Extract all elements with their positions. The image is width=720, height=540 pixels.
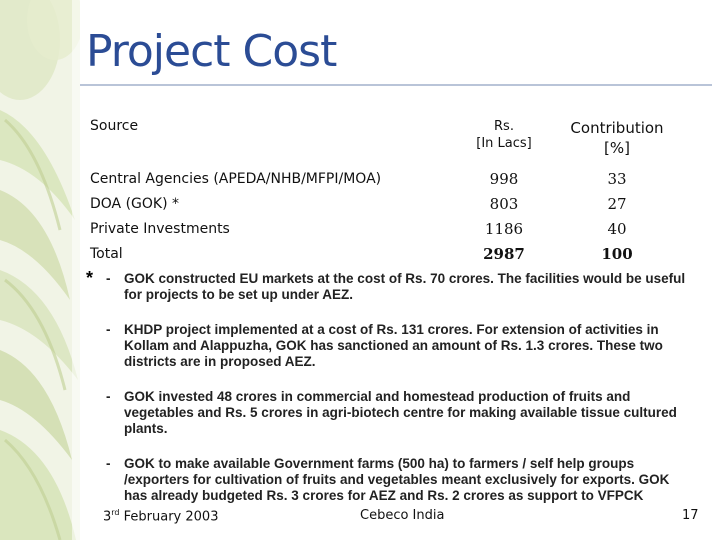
footnote-dash: - — [106, 389, 111, 404]
footer-date-rest: February 2003 — [119, 509, 219, 525]
banana-background-image — [0, 0, 80, 540]
row-pct: 27 — [607, 194, 627, 213]
slide-title: Project Cost — [86, 26, 337, 77]
total-label: Total — [90, 245, 123, 262]
row-rs: 998 — [489, 169, 519, 188]
footnote-item — [106, 271, 690, 303]
footer-date-suffix: rd — [111, 508, 120, 517]
total-pct: 100 — [601, 244, 633, 263]
footnote-item — [106, 389, 690, 437]
footer-organization: Cebeco India — [360, 508, 445, 523]
table-row — [86, 191, 680, 216]
footer-date-day: 3 — [103, 509, 112, 525]
row-rs: 1186 — [484, 219, 524, 238]
footer-date — [103, 508, 218, 524]
table-header-row — [86, 112, 680, 166]
total-rs: 2987 — [483, 244, 525, 263]
row-pct: 40 — [607, 219, 627, 238]
footnote-text: KHDP project implemented at a cost of Rs. 131 crores. For extension of activities in Kollam and Alappuzha, GOK has sanctioned an amount of Rs. 1.3 crores. These two districts are in proposed AEZ. — [124, 322, 663, 369]
row-source: Central Agencies (APEDA/NHB/MFPI/MOA) — [90, 170, 382, 187]
header-pct-line2: [%] — [604, 139, 630, 157]
cost-table — [86, 112, 680, 266]
footnote-dash: - — [106, 456, 111, 471]
row-rs: 803 — [489, 194, 519, 213]
header-pct-line1: Contribution — [570, 119, 664, 137]
table-row — [86, 166, 680, 191]
footnote-item — [106, 322, 690, 370]
footnote-list — [106, 271, 690, 523]
footnote-dash: - — [106, 322, 111, 337]
footnote-dash: - — [106, 271, 111, 286]
row-source: DOA (GOK) * — [90, 195, 180, 212]
header-source: Source — [90, 118, 139, 134]
header-rs-line1: Rs. — [494, 119, 514, 134]
header-rs — [454, 112, 554, 166]
slide-number: 17 — [682, 508, 699, 523]
table-row — [86, 216, 680, 241]
row-pct: 33 — [607, 169, 627, 188]
title-divider — [80, 84, 712, 86]
footnote-item — [106, 456, 690, 504]
header-contribution — [554, 112, 680, 166]
footnote-marker: * — [86, 268, 94, 288]
row-source: Private Investments — [90, 220, 230, 237]
footnote-text: GOK to make available Government farms (500 ha) to farmers / self help groups /exporters for cultivation of fruits and vegetables meant exclusively for exports. GOK has already budgeted Rs. 3 crores for AEZ and Rs. 2 crores as support to VFPCK — [124, 456, 670, 503]
header-rs-line2: [In Lacs] — [476, 136, 532, 151]
table-total-row — [86, 241, 680, 266]
footnote-text: GOK invested 48 crores in commercial and homestead production of fruits and vegetables and Rs. 5 crores in agri-biotech centre for making available tissue cultured plants. — [124, 389, 677, 436]
footnote-text: GOK constructed EU markets at the cost of Rs. 70 crores. The facilities would be useful for projects to be set up under AEZ. — [124, 271, 686, 302]
